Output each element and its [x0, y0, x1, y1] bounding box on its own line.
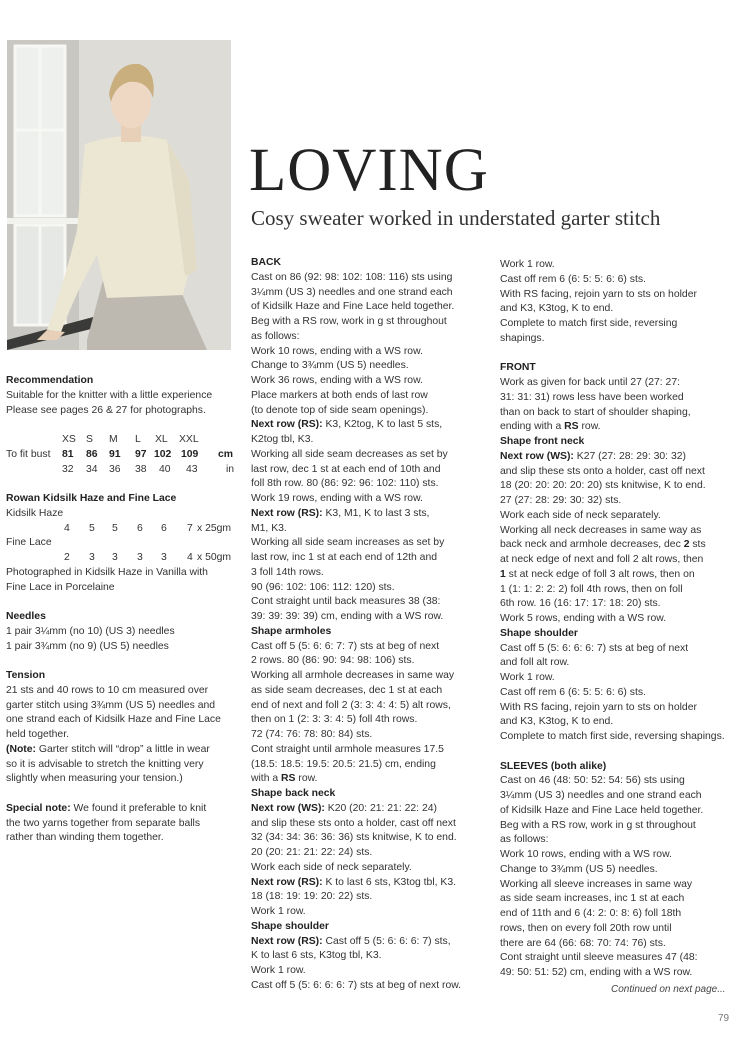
tension-note-line: so it is advisable to stretch the knitting very: [6, 758, 204, 770]
yarn-count: 5: [89, 522, 95, 534]
size-label: L: [135, 434, 141, 445]
row-label: Next row (RS):: [251, 419, 323, 431]
row-text: K to last 6 sts, K3tog tbl, K3.: [322, 876, 457, 888]
instruction-line: rows, then on every foll 20th row until: [500, 922, 672, 934]
instruction-line: of Kidsilk Haze and Fine Lace held together.: [251, 301, 455, 313]
row-text: K3, M1, K to last 3 sts,: [322, 507, 430, 519]
fit-in-value: 36: [109, 463, 121, 475]
yarn1-quantity-row: [6, 522, 238, 537]
instruction-line: Cont straight until back measures 38 (38:: [251, 596, 441, 608]
yarn-count: 3: [89, 552, 95, 563]
yarn-heading: Rowan Kidsilk Haze and Fine Lace: [6, 493, 177, 504]
row-text: K27 (27: 28: 29: 30: 32): [573, 450, 686, 462]
instruction-line: [500, 568, 740, 583]
instruction-line: Cast off rem 6 (6: 5: 5: 6: 6) sts.: [500, 686, 646, 698]
note-text: Garter stitch will “drop” a little in wear: [36, 743, 210, 755]
yarn-count: 3: [112, 552, 118, 563]
left-column: [6, 374, 238, 846]
instruction-line: [500, 420, 740, 435]
recommendation-heading: Recommendation: [6, 375, 94, 386]
instruction-line: Working all side seam decreases as set by: [251, 448, 448, 460]
fit-cm-value: 102: [154, 448, 172, 460]
fit-in-value: 43: [186, 463, 198, 475]
back-heading: BACK: [251, 257, 282, 268]
instruction-line: 20 (20: 21: 21: 22: 24) sts.: [251, 847, 373, 858]
instruction-line: then on 1 (2: 3: 3: 4: 5) foll 4th rows.: [251, 714, 418, 726]
instruction-line: shapings.: [500, 332, 545, 344]
continued-note: Continued on next page...: [611, 984, 726, 995]
recommendation-line: Please see pages 26 & 27 for photographs.: [6, 404, 206, 416]
yarn-count: 3: [161, 552, 167, 563]
size-label: XXL: [179, 434, 199, 445]
instruction-line: Complete to match first side, reversing: [500, 318, 678, 329]
instruction-line: Change to 3¾mm (US 5) needles.: [251, 360, 409, 372]
instruction-line: there are 64 (66: 68: 70: 74: 76) sts.: [500, 937, 666, 949]
fit-cm-value: 109: [181, 448, 199, 460]
fit-in-value: 34: [86, 463, 98, 475]
instruction-line: Work 1 row.: [500, 672, 555, 683]
instruction-line: and K3, K3tog, K to end.: [500, 303, 614, 315]
instruction-line: 6th row. 16 (16: 17: 17: 18: 20) sts.: [500, 598, 661, 610]
instruction-line: as side seam increases, inc 1 st at each: [500, 893, 685, 905]
middle-column: [251, 256, 489, 994]
instruction-line: Work 36 rows, ending with a WS row.: [251, 375, 423, 386]
row-text: row.: [295, 773, 318, 785]
instruction-line: [251, 507, 489, 522]
fit-cm-value: 81: [62, 448, 74, 460]
instruction-line: Cont straight until armhole measures 17.5: [251, 743, 444, 755]
instruction-line: 1 (1: 1: 2: 2: 2) foll 4th rows, then on foll: [500, 583, 683, 595]
page-number: 79: [718, 1013, 730, 1024]
special-note-line: rather than winding them together.: [6, 832, 164, 844]
row-label: Next row (RS):: [251, 876, 323, 888]
instruction-line: Cast on 46 (48: 50: 52: 54: 56) sts using: [500, 775, 685, 787]
size-label: M: [109, 434, 118, 445]
yarn-count: 4: [64, 522, 70, 534]
instruction-line: end of 11th and 6 (4: 2: 0: 8: 6) foll 18th: [500, 908, 682, 919]
row-text: back neck and armhole decreases, dec: [500, 539, 684, 551]
instruction-line: and slip these sts onto a holder, cast off next: [251, 817, 456, 829]
instruction-line: Work 10 rows, ending with a WS row.: [251, 345, 423, 357]
instruction-line: Working all side seam increases as set by: [251, 537, 445, 549]
tension-line: one strand each of Kidsilk Haze and Fine Lace: [6, 714, 221, 726]
row-text: with a: [251, 773, 282, 785]
shape-armholes-heading: Shape armholes: [251, 625, 332, 637]
fit-cm-value: 97: [135, 448, 147, 460]
count-bold: 1: [500, 568, 506, 580]
instruction-line: With RS facing, rejoin yarn to sts on holder: [500, 288, 697, 300]
instruction-line: Work 19 rows, ending with a WS row.: [251, 493, 423, 504]
size-label: XS: [62, 434, 76, 445]
row-label: Next row (WS):: [251, 802, 325, 814]
instruction-line: and slip these sts onto a holder, cast off next: [500, 465, 705, 477]
row-label: Next row (RS):: [251, 935, 323, 947]
instruction-line: [251, 418, 489, 433]
unit-in: in: [226, 463, 235, 475]
fit-cm-value: 86: [86, 448, 98, 460]
instruction-line: Work 1 row.: [500, 259, 555, 270]
instruction-line: foll 8th row. 80 (86: 92: 96: 102: 110) sts.: [251, 478, 439, 490]
fit-in-value: 38: [135, 463, 147, 475]
instruction-line: Beg with a RS row, work in g st throughout: [251, 316, 447, 327]
size-label: S: [86, 434, 93, 445]
instruction-line: as side seam decreases, dec 1 st at each: [251, 684, 443, 696]
tension-line: held together.: [6, 729, 69, 740]
yarn-count: 6: [161, 522, 167, 534]
instruction-line: 2 rows. 80 (86: 90: 94: 98: 106) sts.: [251, 655, 415, 667]
shape-shoulder-heading: Shape shoulder: [500, 627, 578, 639]
instruction-line: Cast on 86 (92: 98: 102: 108: 116) sts using: [251, 271, 453, 283]
needles-line: 1 pair 3¼mm (no 10) (US 3) needles: [6, 625, 175, 637]
photographed-line: Fine Lace in Porcelaine: [6, 581, 115, 593]
needles-heading: Needles: [6, 611, 46, 622]
row-text: Cast off 5 (5: 6: 6: 6: 7) sts,: [322, 935, 451, 947]
instruction-line: 3¼mm (US 3) needles and one strand each: [251, 286, 453, 298]
instruction-line: 49: 50: 51: 52) cm, ending with a WS row.: [500, 967, 693, 978]
instruction-line: Work each side of neck separately.: [251, 861, 412, 873]
yarn-count: 4: [187, 552, 193, 563]
instruction-line: Work 10 rows, ending with a WS row.: [500, 849, 672, 860]
unit-cm: cm: [218, 448, 234, 460]
instruction-line: 39: 39: 39: 39) cm, ending with a WS row.: [251, 611, 444, 622]
instruction-line: Place markers at both ends of last row: [251, 389, 428, 401]
yarn-unit: x 50gm: [197, 552, 232, 563]
yarn-count: 5: [112, 522, 118, 534]
note-label: (Note:: [6, 743, 37, 755]
instruction-line: Work as given for back until 27 (27: 27:: [500, 377, 681, 388]
instruction-line: Working all sleeve increases in same way: [500, 878, 693, 890]
tension-heading: Tension: [6, 670, 46, 681]
needles-line: 1 pair 3¾mm (no 9) (US 5) needles: [6, 640, 169, 652]
rs-label: RS: [281, 773, 296, 785]
yarn2-name: Fine Lace: [6, 537, 52, 549]
tension-line: garter stitch using 3¾mm (US 5) needles and: [6, 699, 216, 711]
instruction-line: [251, 802, 489, 817]
special-note-line: the two yarns together from separate balls: [6, 817, 201, 829]
instruction-line: Work 1 row.: [251, 906, 306, 917]
tension-line: 21 sts and 40 rows to 10 cm measured over: [6, 684, 209, 696]
sleeves-heading: SLEEVES (both alike): [500, 760, 607, 772]
instruction-line: Working all armhole decreases in same way: [251, 670, 455, 681]
recommendation-line: Suitable for the knitter with a little experience: [6, 389, 213, 401]
tension-note: [6, 743, 238, 758]
instruction-line: last row, inc 1 st at each end of 12th and: [251, 552, 437, 563]
instruction-line: K2tog tbl, K3.: [251, 434, 314, 445]
instruction-line: Work 1 row.: [251, 965, 306, 976]
instruction-line: Change to 3¾mm (US 5) needles.: [500, 863, 658, 875]
instruction-line: 18 (18: 19: 19: 20: 22) sts.: [251, 891, 373, 903]
fit-in-value: 40: [159, 463, 171, 475]
instruction-line: [251, 876, 489, 891]
instruction-line: as follows:: [500, 834, 549, 846]
count-bold: 2: [683, 539, 690, 551]
instruction-line: Complete to match first side, reversing shapings.: [500, 731, 725, 742]
instruction-line: 32 (34: 34: 36: 36: 36) sts knitwise, K to end.: [251, 832, 457, 844]
row-text: ending with a: [500, 421, 565, 433]
instruction-line: K to last 6 sts, K3tog tbl, K3.: [251, 950, 382, 962]
special-note: [6, 802, 238, 817]
yarn2-quantity-row: [6, 551, 238, 566]
instruction-line: Cast off 5 (5: 6: 6: 7: 7) sts at beg of next: [251, 640, 440, 652]
fit-bust-cm-row: [6, 448, 238, 463]
rs-label: RS: [564, 421, 579, 433]
instruction-line: last row, dec 1 st at each end of 10th and: [251, 463, 441, 475]
instruction-line: 3 foll 14th rows.: [251, 566, 324, 578]
fit-in-value: 32: [62, 463, 74, 475]
row-text: st at neck edge of foll 3 alt rows, then on: [505, 568, 695, 580]
model-photo-illustration: [7, 40, 231, 350]
instruction-line: at neck edge of next and foll 2 alt rows, then: [500, 554, 704, 565]
instruction-line: Work each side of neck separately.: [500, 509, 661, 521]
instruction-line: and K3, K3tog, K to end.: [500, 716, 614, 728]
special-note-label: Special note:: [6, 802, 71, 814]
instruction-line: and foll alt row.: [500, 657, 570, 669]
right-column: [500, 258, 740, 981]
instruction-line: 90 (96: 102: 106: 112: 120) sts.: [251, 581, 395, 593]
instruction-line: end of next and foll 2 (3: 3: 4: 4: 5) alt rows,: [251, 699, 451, 711]
pattern-subtitle: Cosy sweater worked in understated garter stitch: [251, 206, 661, 230]
instruction-line: Cont straight until sleeve measures 47 (48:: [500, 952, 698, 964]
yarn-count: 2: [64, 552, 70, 563]
instruction-line: of Kidsilk Haze and Fine Lace held together.: [500, 804, 704, 816]
front-heading: FRONT: [500, 362, 536, 374]
instruction-line: 27 (27: 28: 29: 30: 32) sts.: [500, 495, 622, 506]
row-text: K3, K2tog, K to last 5 sts,: [322, 419, 443, 431]
instruction-line: With RS facing, rejoin yarn to sts on holder: [500, 701, 697, 713]
instruction-line: 72 (74: 76: 78: 80: 84) sts.: [251, 729, 373, 740]
shape-back-neck-heading: Shape back neck: [251, 788, 336, 799]
yarn-unit: x 25gm: [197, 522, 232, 534]
yarn-count: 6: [137, 522, 143, 534]
fit-bust-in-row: [6, 463, 238, 478]
instruction-line: [500, 538, 740, 553]
shape-front-neck-heading: Shape front neck: [500, 436, 585, 447]
instruction-line: Cast off 5 (5: 6: 6: 6: 7) sts at beg of next: [500, 642, 689, 654]
instruction-line: M1, K3.: [251, 522, 287, 534]
fit-cm-value: 91: [109, 448, 121, 460]
instruction-line: [251, 772, 489, 787]
row-text: row.: [578, 421, 601, 433]
shape-shoulder-heading: Shape shoulder: [251, 920, 329, 932]
row-text: K20 (20: 21: 21: 22: 24): [324, 802, 437, 814]
photographed-line: Photographed in Kidsilk Haze in Vanilla with: [6, 566, 208, 578]
yarn1-name: Kidsilk Haze: [6, 507, 64, 519]
special-note-text: We found it preferable to knit: [70, 802, 207, 814]
instruction-line: (to denote top of side seam openings).: [251, 404, 429, 416]
instruction-line: as follows:: [251, 330, 300, 342]
instruction-line: than on back to start of shoulder shaping,: [500, 406, 691, 418]
pattern-title: LOVING: [249, 137, 489, 204]
instruction-line: Cast off 5 (5: 6: 6: 6: 7) sts at beg of next row.: [251, 979, 462, 991]
instruction-line: [251, 935, 489, 950]
instruction-line: 18 (20: 20: 20: 20: 20) sts knitwise, K to end.: [500, 480, 706, 492]
size-header-row: [6, 433, 238, 448]
instruction-line: 31: 31: 31) rows less have been worked: [500, 391, 684, 403]
instruction-line: Work 5 rows, ending with a WS row.: [500, 613, 667, 624]
model-photo: [7, 40, 231, 350]
yarn-count: 7: [187, 522, 193, 534]
tension-note-line: slightly when measuring your tension.): [6, 773, 183, 785]
instruction-line: Beg with a RS row, work in g st throughout: [500, 819, 696, 831]
row-label: Next row (WS):: [500, 450, 574, 462]
yarn-count: 3: [137, 552, 143, 563]
instruction-line: (18.5: 18.5: 19.5: 20.5: 21.5) cm, ending: [251, 758, 436, 770]
row-text: sts: [689, 539, 706, 551]
instruction-line: [500, 450, 740, 465]
instruction-line: Working all neck decreases in same way as: [500, 524, 702, 536]
row-label: Next row (RS):: [251, 507, 323, 519]
instruction-line: 3¼mm (US 3) needles and one strand each: [500, 790, 702, 801]
instruction-line: Cast off rem 6 (6: 5: 5: 6: 6) sts.: [500, 273, 646, 285]
size-label: XL: [155, 434, 168, 445]
fit-bust-label: To fit bust: [6, 448, 51, 460]
